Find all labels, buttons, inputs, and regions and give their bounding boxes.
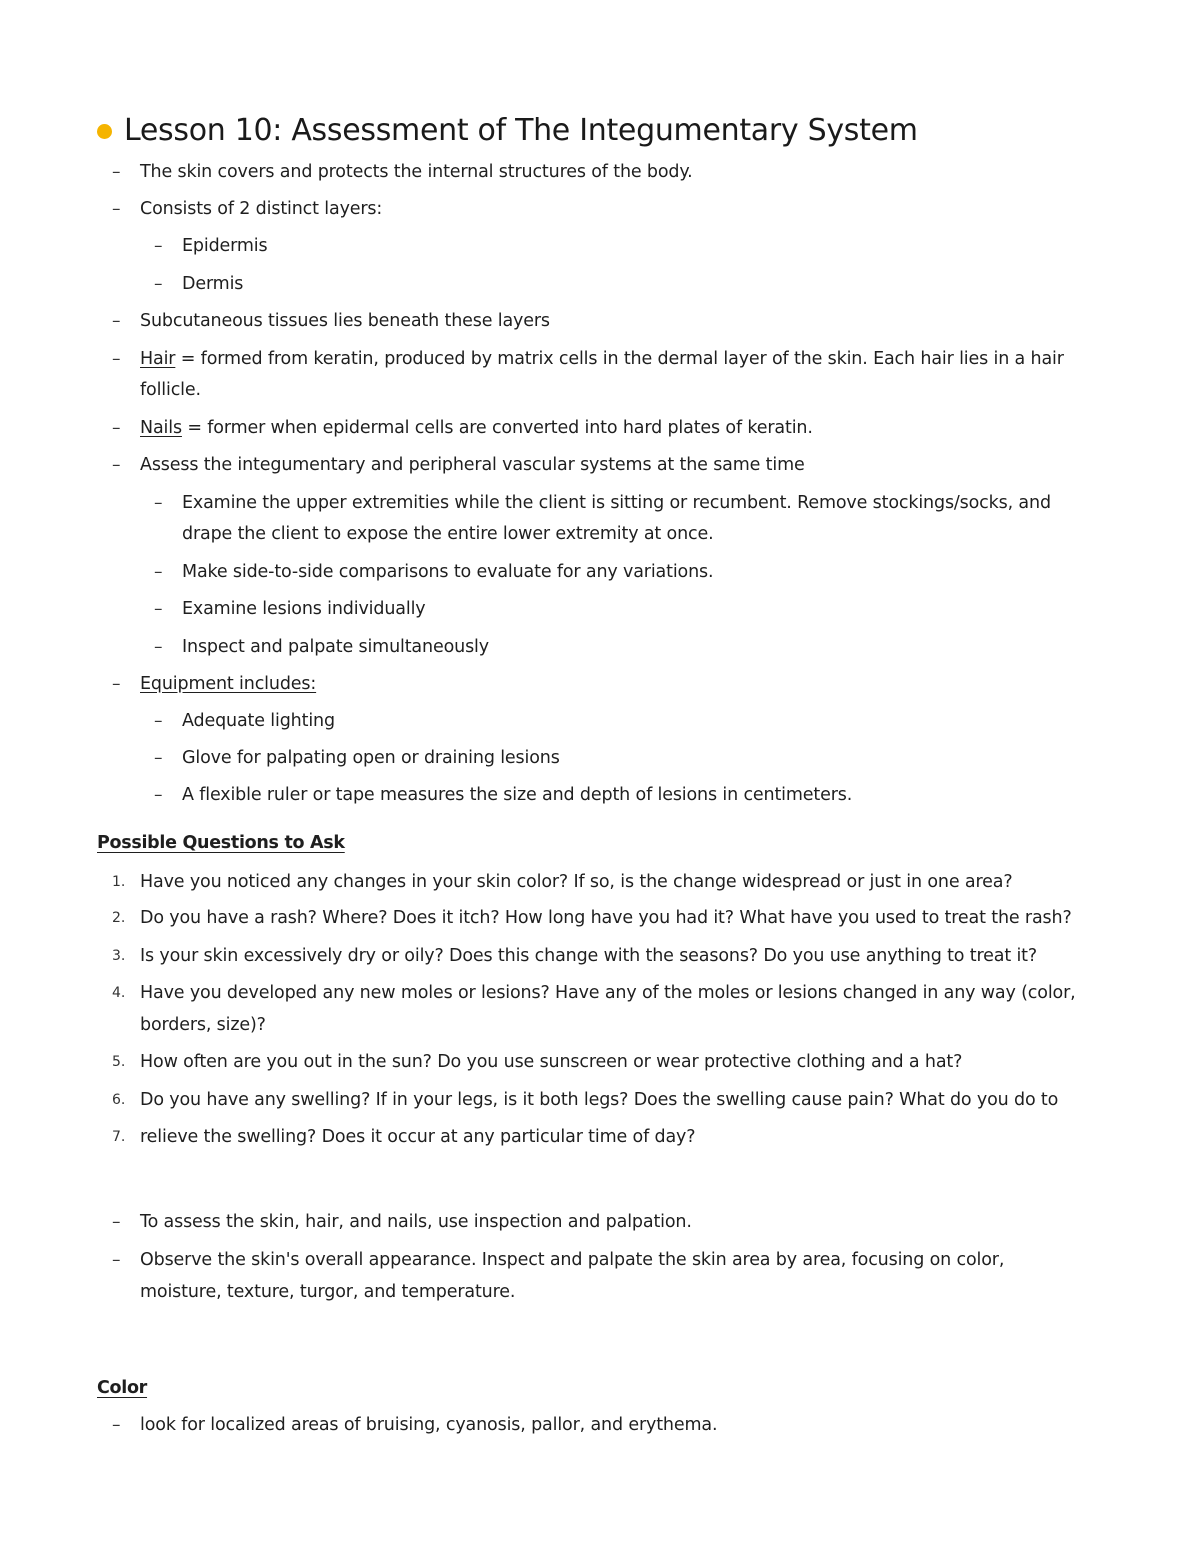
list-number: 6. (112, 1092, 126, 1108)
list-item: Adequate lighting (182, 711, 335, 731)
nails-definition: = former when epidermal cells are converted into hard plates of keratin. (181, 418, 813, 438)
bullet-dash: – (112, 455, 121, 475)
list-item: A flexible ruler or tape measures the size and depth of lesions in centimeters. (182, 785, 853, 805)
list-number: 4. (112, 985, 126, 1001)
yellow-bullet-icon (97, 124, 112, 139)
question-item: Is your skin excessively dry or oily? Does this change with the seasons? Do you use anything to treat it? (140, 946, 1038, 966)
bullet-dash: – (154, 748, 163, 768)
color-heading: Color (97, 1378, 148, 1398)
list-item: Glove for palpating open or draining lesions (182, 748, 560, 768)
question-item: Have you developed any new moles or lesions? Have any of the moles or lesions changed in any way (color, (140, 983, 1076, 1003)
bullet-dash: – (112, 349, 121, 369)
question-item: How often are you out in the sun? Do you use sunscreen or wear protective clothing and a hat? (140, 1052, 963, 1072)
list-item-continuation: follicle. (140, 380, 201, 400)
bullet-dash: – (154, 785, 163, 805)
bullet-dash: – (112, 674, 121, 694)
bullet-dash: – (112, 1250, 121, 1270)
list-item: Assess the integumentary and peripheral vascular systems at the same time (140, 455, 805, 475)
question-item: Have you noticed any changes in your skin color? If so, is the change widespread or just in one area? (140, 872, 1013, 892)
lesson-title-row (97, 108, 918, 152)
bullet-dash: – (154, 562, 163, 582)
list-item: Examine the upper extremities while the client is sitting or recumbent. Remove stockings/socks, and (182, 493, 1051, 513)
bullet-dash: – (112, 1212, 121, 1232)
bullet-dash: – (112, 418, 121, 438)
question-item: Do you have any swelling? If in your legs, is it both legs? Does the swelling cause pain? What do you do to (140, 1090, 1059, 1110)
hair-term: Hair (140, 349, 176, 369)
question-item-continuation: borders, size)? (140, 1015, 266, 1035)
hair-definition: = formed from keratin, produced by matrix cells in the dermal layer of the skin. Each hair lies in a hair (175, 349, 1064, 369)
list-item-continuation: drape the client to expose the entire lower extremity at once. (182, 524, 714, 544)
list-item-equipment: Equipment includes: (140, 674, 317, 694)
bullet-dash: – (154, 637, 163, 657)
list-item: look for localized areas of bruising, cyanosis, pallor, and erythema. (140, 1415, 718, 1435)
question-item: Do you have a rash? Where? Does it itch? How long have you had it? What have you used to treat the rash? (140, 908, 1072, 928)
list-item: Examine lesions individually (182, 599, 426, 619)
lesson-title: Lesson 10: Assessment of The Integumentary System (124, 112, 918, 148)
bullet-dash: – (112, 1415, 121, 1435)
list-item-continuation: moisture, texture, turgor, and temperature. (140, 1282, 516, 1302)
list-item: Observe the skin's overall appearance. Inspect and palpate the skin area by area, focusing on color, (140, 1250, 1005, 1270)
list-item: Make side-to-side comparisons to evaluate for any variations. (182, 562, 714, 582)
list-item: Subcutaneous tissues lies beneath these layers (140, 311, 550, 331)
list-item: To assess the skin, hair, and nails, use inspection and palpation. (140, 1212, 692, 1232)
list-number: 3. (112, 948, 126, 964)
list-item: The skin covers and protects the internal structures of the body. (140, 162, 693, 182)
list-number: 5. (112, 1054, 126, 1070)
bullet-dash: – (154, 274, 163, 294)
list-number: 2. (112, 910, 126, 926)
list-item: Epidermis (182, 236, 268, 256)
bullet-dash: – (112, 311, 121, 331)
bullet-dash: – (154, 493, 163, 513)
bullet-dash: – (154, 599, 163, 619)
bullet-dash: – (112, 162, 121, 182)
nails-term: Nails (140, 418, 182, 438)
bullet-dash: – (112, 199, 121, 219)
question-item: relieve the swelling? Does it occur at any particular time of day? (140, 1127, 696, 1147)
list-number: 7. (112, 1129, 126, 1145)
bullet-dash: – (154, 711, 163, 731)
bullet-dash: – (154, 236, 163, 256)
list-item: Inspect and palpate simultaneously (182, 637, 489, 657)
list-item: Consists of 2 distinct layers: (140, 199, 383, 219)
list-number: 1. (112, 874, 126, 890)
list-item: Dermis (182, 274, 244, 294)
questions-heading: Possible Questions to Ask (97, 833, 345, 853)
list-item-nails (140, 412, 813, 444)
list-item-hair (140, 343, 1064, 375)
